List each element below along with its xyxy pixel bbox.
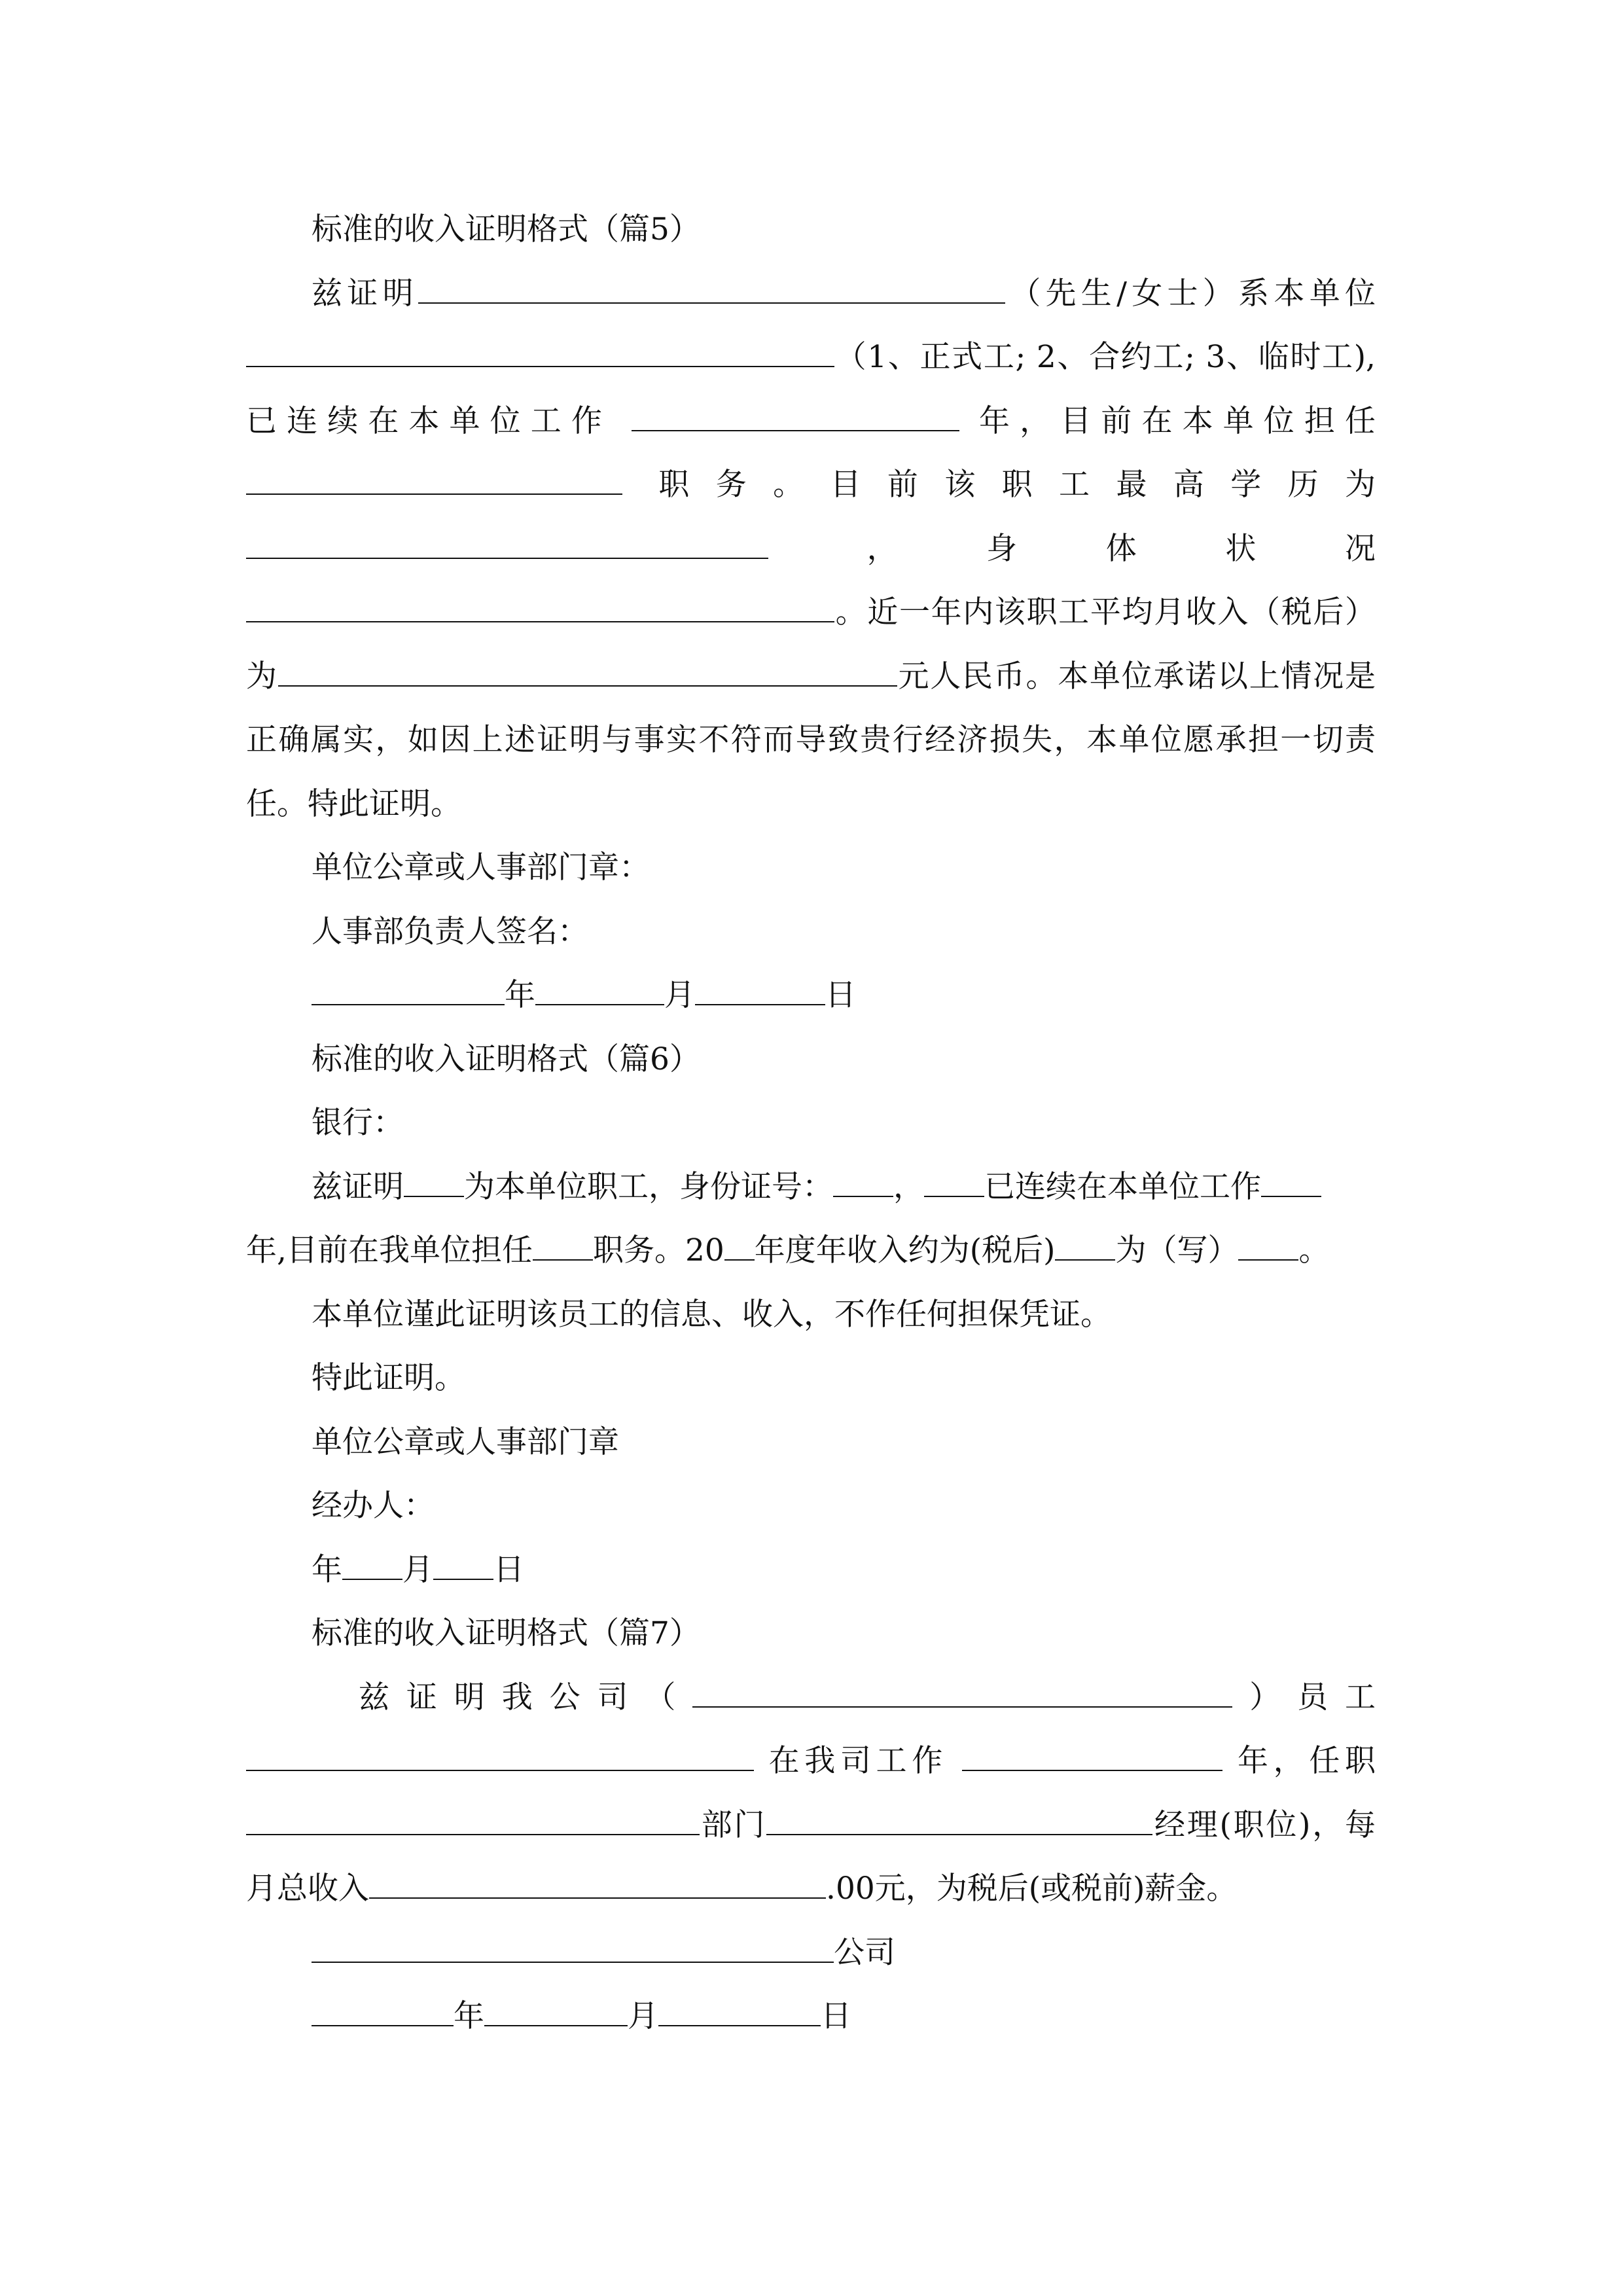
p5-line [246, 325, 1376, 389]
blank-day[interactable] [658, 1986, 821, 2026]
text: （1、正式工; 2、合约工; 3、临时工), [834, 339, 1376, 375]
text: 年度年收入约为(税后) [754, 1232, 1056, 1268]
company-line [246, 1921, 1376, 1985]
blank[interactable] [1238, 1220, 1298, 1261]
text: 年，目前在本单位担任 [979, 403, 1376, 439]
text: 年，任职 [1238, 1743, 1376, 1779]
blank-department[interactable] [246, 1795, 700, 1835]
text: 公司 [834, 1934, 895, 1971]
blank-income[interactable] [369, 1858, 826, 1899]
text: 已连续在本单位工作 [246, 403, 612, 439]
section-title-7: 标准的收入证明格式（篇7） [312, 1615, 700, 1651]
text: 已连续在本单位工作 [984, 1168, 1261, 1205]
text: 年,目前在我单位担任 [246, 1232, 533, 1268]
text: 年 [312, 1551, 342, 1588]
blank[interactable] [533, 1220, 593, 1261]
p6-line [246, 1155, 1376, 1219]
text: 经理(职位)，每 [1152, 1806, 1376, 1843]
blank-employment-type[interactable] [246, 327, 834, 367]
text: 日 [821, 1998, 851, 2034]
text: ）员工 [1232, 1679, 1376, 1715]
blank-month[interactable] [535, 965, 664, 1005]
blank-year[interactable] [312, 1986, 454, 2026]
p6-line: 本单位谨此证明该员工的信息、收入，不作任何担保凭证。 [312, 1296, 1111, 1333]
p7-line [246, 1857, 1376, 1921]
text: .00元，为税后(或税前)薪金。 [826, 1871, 1238, 1907]
text: 职务。20 [592, 1232, 724, 1268]
date-line [246, 1984, 1376, 2049]
blank-years[interactable] [962, 1731, 1222, 1771]
text: 为本单位职工，身份证号： [464, 1168, 833, 1205]
blank-company[interactable] [692, 1667, 1232, 1708]
p5-line: 任。特此证明。 [246, 785, 461, 822]
p5-line [246, 645, 1376, 709]
handler-label: 经办人： [312, 1488, 435, 1524]
blank-month[interactable] [342, 1539, 402, 1580]
text: 年 [454, 1998, 484, 2034]
blank[interactable] [833, 1157, 893, 1197]
blank-name[interactable] [246, 1731, 754, 1771]
blank-year[interactable] [312, 965, 505, 1005]
p6-line [246, 1219, 1376, 1283]
text: 月 [402, 1551, 433, 1588]
blank-month[interactable] [484, 1986, 628, 2026]
blank[interactable] [1055, 1220, 1115, 1261]
blank-company[interactable] [312, 1922, 834, 1963]
blank-health[interactable] [246, 582, 834, 622]
text: 兹证明 [312, 1168, 404, 1205]
blank-position[interactable] [766, 1795, 1152, 1835]
document-body [246, 198, 1376, 2049]
blank-day[interactable] [695, 965, 825, 1005]
blank-income[interactable] [278, 646, 897, 687]
text: ， [893, 1168, 924, 1205]
blank-education[interactable] [246, 518, 768, 559]
text: 。近一年内该职工平均月收入（税后） [834, 594, 1376, 630]
p5-line [246, 389, 1376, 454]
text: （先生/女士）系本单位 [1005, 275, 1376, 312]
text: ，身体状况 [866, 530, 1376, 567]
text: 日 [825, 977, 856, 1013]
seal-label: 单位公章或人事部门章： [312, 850, 650, 886]
blank-position[interactable] [246, 454, 622, 495]
text: 职务。目前该职工最高学历为 [658, 467, 1376, 503]
section-title-5: 标准的收入证明格式（篇5） [312, 211, 700, 247]
blank-name[interactable] [418, 263, 1005, 304]
text: 月 [664, 977, 695, 1013]
text: 元人民币。本单位承诺以上情况是 [897, 658, 1376, 694]
p5-line: 正确属实，如因上述证明与事实不符而导致贵行经济损失，本单位愿承担一切责 [246, 722, 1376, 758]
text: 在我司工作 [768, 1743, 948, 1779]
blank[interactable] [1261, 1157, 1321, 1197]
text: 兹证明我公司（ [359, 1679, 693, 1715]
p5-line [246, 581, 1376, 645]
text: 兹证明 [312, 275, 418, 312]
text: 日 [493, 1551, 524, 1588]
p5-line [246, 517, 1376, 581]
p5-line [246, 453, 1376, 517]
blank-day[interactable] [433, 1539, 493, 1580]
text: 月 [628, 1998, 658, 2034]
p5-line [246, 262, 1376, 326]
text: 月总收入 [246, 1871, 369, 1907]
p7-line [246, 1729, 1376, 1793]
text: 。 [1298, 1232, 1330, 1268]
blank[interactable] [404, 1157, 464, 1197]
p6-line: 特此证明。 [312, 1360, 465, 1396]
text: 部门 [700, 1806, 767, 1843]
date-line [246, 1538, 1376, 1602]
date-line [246, 963, 1376, 1028]
signature-label: 人事部负责人签名： [312, 913, 588, 950]
blank[interactable] [924, 1157, 984, 1197]
text: 为 [246, 658, 278, 694]
p7-line [246, 1793, 1376, 1857]
bank-label: 银行： [312, 1105, 404, 1141]
text: 为（写） [1115, 1232, 1239, 1268]
p7-line [246, 1666, 1376, 1730]
blank-years[interactable] [632, 391, 959, 431]
blank[interactable] [724, 1220, 755, 1261]
text: 年 [505, 977, 535, 1013]
seal-label: 单位公章或人事部门章 [312, 1424, 619, 1460]
section-title-6: 标准的收入证明格式（篇6） [312, 1041, 700, 1077]
